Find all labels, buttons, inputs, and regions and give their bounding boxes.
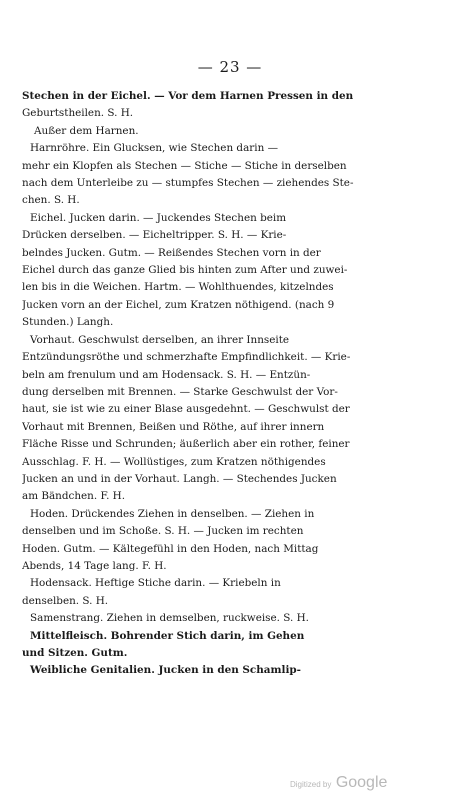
text-line: beln am frenulum und am Hodensack. S. H. — Entzün- <box>22 368 311 381</box>
text-line: mehr ein Klopfen als Stechen — Stiche — Stiche in derselben <box>22 159 347 172</box>
entry-heading-line: Mittelfleisch. Bohrender Stich darin, im Gehen <box>30 629 305 642</box>
text-line: denselben. S. H. <box>22 594 109 607</box>
section-heading: Außer dem Harnen. <box>34 124 139 137</box>
text-line: nach dem Unterleibe zu — stumpfes Stechen — ziehendes Ste- <box>22 177 354 190</box>
text-line: dung derselben mit Brennen. — Starke Geschwulst der Vor- <box>22 385 338 398</box>
text-line: Hoden. Gutm. — Kältegefühl in den Hoden, nach Mittag <box>22 542 319 555</box>
entry-heading-line: Harnröhre. Ein Glucksen, wie Stechen darin — <box>30 142 278 155</box>
text-line: Stechen in der Eichel. — Vor dem Harnen Pressen in den <box>22 90 354 102</box>
entry-heading-line: Hoden. Drückendes Ziehen in denselben. — Ziehen in <box>30 507 315 520</box>
text-line: Eichel durch das ganze Glied bis hinten zum After und zuwei- <box>22 264 348 277</box>
text-line: Abends, 14 Tage lang. F. H. <box>22 559 167 572</box>
watermark-prefix: Digitized by <box>290 780 332 789</box>
body-text <box>22 88 362 680</box>
text-line: Fläche Risse und Schrunden; äußerlich aber ein rother, feiner <box>22 438 350 451</box>
text-line: Vorhaut mit Brennen, Beißen und Röthe, auf ihrer innern <box>22 420 325 433</box>
text-line: Ausschlag. F. H. — Wollüstiges, zum Kratzen nöthigendes <box>22 455 326 468</box>
text-line: Jucken vorn an der Eichel, zum Kratzen nöthigend. (nach 9 <box>22 298 335 311</box>
text-line: Entzündungsröthe und schmerzhafte Empfindlichkeit. — Krie- <box>22 351 351 364</box>
text-line: Stunden.) Langh. <box>22 316 114 329</box>
text-line: Geburtstheilen. S. H. <box>22 107 134 120</box>
text-line: len bis in die Weichen. Hartm. — Wohlthuendes, kitzelndes <box>22 281 334 294</box>
entry-heading-line: Eichel. Jucken darin. — Juckendes Stechen beim <box>30 211 287 224</box>
page-number: — 23 — <box>197 58 263 76</box>
text-line: und Sitzen. Gutm. <box>22 647 128 659</box>
digitized-by-google-watermark <box>290 774 387 792</box>
text-line: Jucken an und in der Vorhaut. Langh. — Stechendes Jucken <box>22 472 337 485</box>
text-line: am Bändchen. F. H. <box>22 490 126 503</box>
text-line: denselben und im Schoße. S. H. — Jucken im rechten <box>22 525 304 538</box>
text-line: belndes Jucken. Gutm. — Reißendes Stechen vorn in der <box>22 246 321 259</box>
google-logo-text: Google <box>335 774 388 791</box>
entry-heading-line: Weibliche Genitalien. Jucken in den Schamlip- <box>30 664 301 677</box>
text-line: Drücken derselben. — Eicheltripper. S. H. — Krie- <box>22 229 287 242</box>
entry-heading-line: Samenstrang. Ziehen in demselben, ruckweise. S. H. <box>30 612 309 625</box>
entry-heading-line: Vorhaut. Geschwulst derselben, an ihrer Innseite <box>30 333 290 346</box>
text-line: haut, sie ist wie zu einer Blase ausgedehnt. — Geschwulst der <box>22 403 350 416</box>
entry-heading-line: Hodensack. Heftige Stiche darin. — Kriebeln in <box>30 577 281 590</box>
text-line: chen. S. H. <box>22 194 80 207</box>
